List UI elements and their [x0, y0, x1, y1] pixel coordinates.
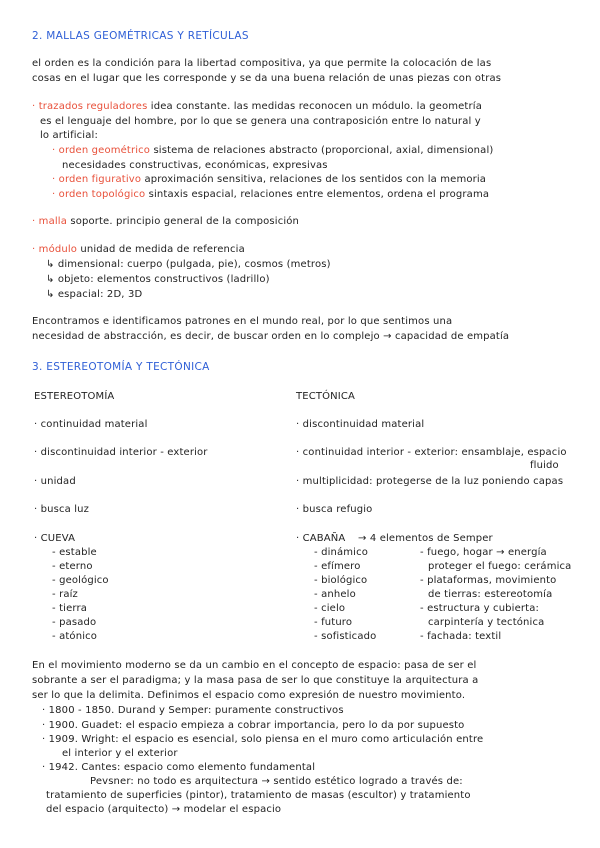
malla-label: malla	[38, 216, 67, 227]
cueva-item: - pasado	[52, 617, 97, 628]
cabana-item: - futuro	[314, 617, 353, 628]
trazados-bullet: ·	[32, 101, 36, 112]
section-2-title: 2. MALLAS GEOMÉTRICAS Y RETÍCULAS	[32, 30, 249, 42]
trazados-text: idea constante. las medidas reconocen un módulo. la geometría	[150, 101, 482, 112]
modern-intro-2: sobrante a ser el paradigma; y la masa pasa de ser lo que constituye la arquitectura a	[32, 675, 479, 686]
modulo-sub-3: ↳ espacial: 2D, 3D	[46, 289, 143, 300]
cabana-item: - cielo	[314, 603, 346, 614]
semper-item: de tierras: estereotomía	[428, 589, 553, 600]
timeline-item: · 1900. Guadet: el espacio empieza a cobrar importancia, pero lo da por supuesto	[42, 720, 465, 731]
cueva-item: - eterno	[52, 561, 93, 572]
semper-item: proteger el fuego: cerámica	[428, 561, 572, 572]
cueva-item: - atónico	[52, 631, 98, 642]
trazados-label: trazados reguladores	[38, 101, 148, 112]
trazados-line	[32, 101, 482, 114]
right-row-1: · discontinuidad material	[296, 419, 425, 430]
orden-geometrico-label: orden geométrico	[58, 145, 151, 156]
malla-text: soporte. principio general de la composición	[70, 216, 300, 227]
modern-intro-1: En el movimiento moderno se da un cambio en el concepto de espacio: pasa de ser el	[32, 660, 477, 671]
left-row-2: · discontinuidad interior - exterior	[34, 447, 208, 458]
cabana-title: · CABAÑA	[296, 533, 346, 544]
timeline-item-cont: el interior y el exterior	[62, 748, 178, 759]
pevsner-line-1: Pevsner: no todo es arquitectura → sentido estético logrado a través de:	[90, 776, 463, 787]
orden-geometrico-text: sistema de relaciones abstracto (proporcional, axial, dimensional)	[153, 145, 494, 156]
closing-line-2: necesidad de abstracción, es decir, de buscar orden en lo complejo → capacidad de empatía	[32, 331, 510, 342]
right-row-2-cont: fluido	[530, 460, 559, 471]
intro-line-2: cosas en el lugar que les corresponde y se da una buena relación de unas piezas con otras	[32, 73, 502, 84]
semper-item: - fachada: textil	[420, 631, 502, 642]
orden-geometrico: · orden geométrico sistema de relaciones abstracto (proporcional, axial, dimensional)	[52, 145, 494, 156]
modulo-sub-2: ↳ objeto: elementos constructivos (ladrillo)	[46, 274, 270, 285]
cueva-item: - raíz	[52, 589, 78, 600]
modulo-line: · módulo unidad de medida de referencia	[32, 244, 245, 255]
cueva-title: · CUEVA	[34, 533, 76, 544]
orden-topologico-label: orden topológico	[58, 189, 146, 200]
semper-item: - plataformas, movimiento	[420, 575, 557, 586]
semper-item: - estructura y cubierta:	[420, 603, 540, 614]
orden-topologico: · orden topológico sintaxis espacial, relaciones entre elementos, ordena el programa	[52, 189, 490, 200]
timeline-item: · 1942. Cantes: espacio como elemento fundamental	[42, 762, 316, 773]
cabana-item: - efímero	[314, 561, 361, 572]
left-row-4: · busca luz	[34, 504, 90, 515]
orden-figurativo: · orden figurativo aproximación sensitiva, relaciones de los sentidos con la memoria	[52, 174, 487, 185]
right-row-4: · busca refugio	[296, 504, 373, 515]
semper-item: - fuego, hogar → energía	[420, 547, 547, 558]
malla-line: · malla soporte. principio general de la composición	[32, 216, 300, 227]
cueva-item: - tierra	[52, 603, 88, 614]
pevsner-line-2: tratamiento de superficies (pintor), tratamiento de masas (escultor) y tratamiento	[46, 790, 471, 801]
cabana-item: - anhelo	[314, 589, 356, 600]
modern-intro-3: ser lo que la delimita. Definimos el espacio como expresión de nuestro movimiento.	[32, 690, 466, 701]
pevsner-line-3: del espacio (arquitecto) → modelar el espacio	[46, 804, 282, 815]
closing-line-1: Encontramos e identificamos patrones en el mundo real, por lo que sentimos una	[32, 316, 453, 327]
right-row-2: · continuidad interior - exterior: ensamblaje, espacio	[296, 447, 567, 458]
column-header-tectonica: TECTÓNICA	[296, 391, 355, 402]
cabana-item: - sofisticado	[314, 631, 377, 642]
cabana-item: - biológico	[314, 575, 368, 586]
cueva-item: - estable	[52, 547, 97, 558]
cueva-item: - geológico	[52, 575, 109, 586]
orden-topologico-text: sintaxis espacial, relaciones entre elementos, ordena el programa	[148, 189, 490, 200]
trazados-cont-1: es el lenguaje del hombre, por lo que se genera una contraposición entre lo natural y	[40, 116, 481, 127]
modulo-label: módulo	[38, 244, 78, 255]
intro-line-1: el orden es la condición para la libertad compositiva, ya que permite la colocación de las	[32, 58, 492, 69]
left-row-3: · unidad	[34, 476, 76, 487]
orden-figurativo-text: aproximación sensitiva, relaciones de los sentidos con la memoria	[144, 174, 487, 185]
right-row-3: · multiplicidad: protegerse de la luz poniendo capas	[296, 476, 564, 487]
modulo-sub-1: ↳ dimensional: cuerpo (pulgada, pie), cosmos (metros)	[46, 259, 331, 270]
column-header-estereotomia: ESTEREOTOMÍA	[34, 391, 115, 402]
modulo-text: unidad de medida de referencia	[80, 244, 245, 255]
orden-geometrico-cont: necesidades constructivas, económicas, expresivas	[62, 160, 328, 171]
trazados-cont-2: lo artificial:	[40, 130, 98, 141]
cabana-arrow: → 4 elementos de Semper	[358, 533, 493, 544]
section-3-title: 3. ESTEREOTOMÍA Y TECTÓNICA	[32, 361, 210, 373]
cabana-item: - dinámico	[314, 547, 369, 558]
orden-figurativo-label: orden figurativo	[58, 174, 142, 185]
timeline-item: · 1800 - 1850. Durand y Semper: puramente constructivos	[42, 705, 344, 716]
timeline-item: · 1909. Wright: el espacio es esencial, solo piensa en el muro como articulación entre	[42, 734, 484, 745]
left-row-1: · continuidad material	[34, 419, 148, 430]
semper-item: carpintería y tectónica	[428, 617, 545, 628]
